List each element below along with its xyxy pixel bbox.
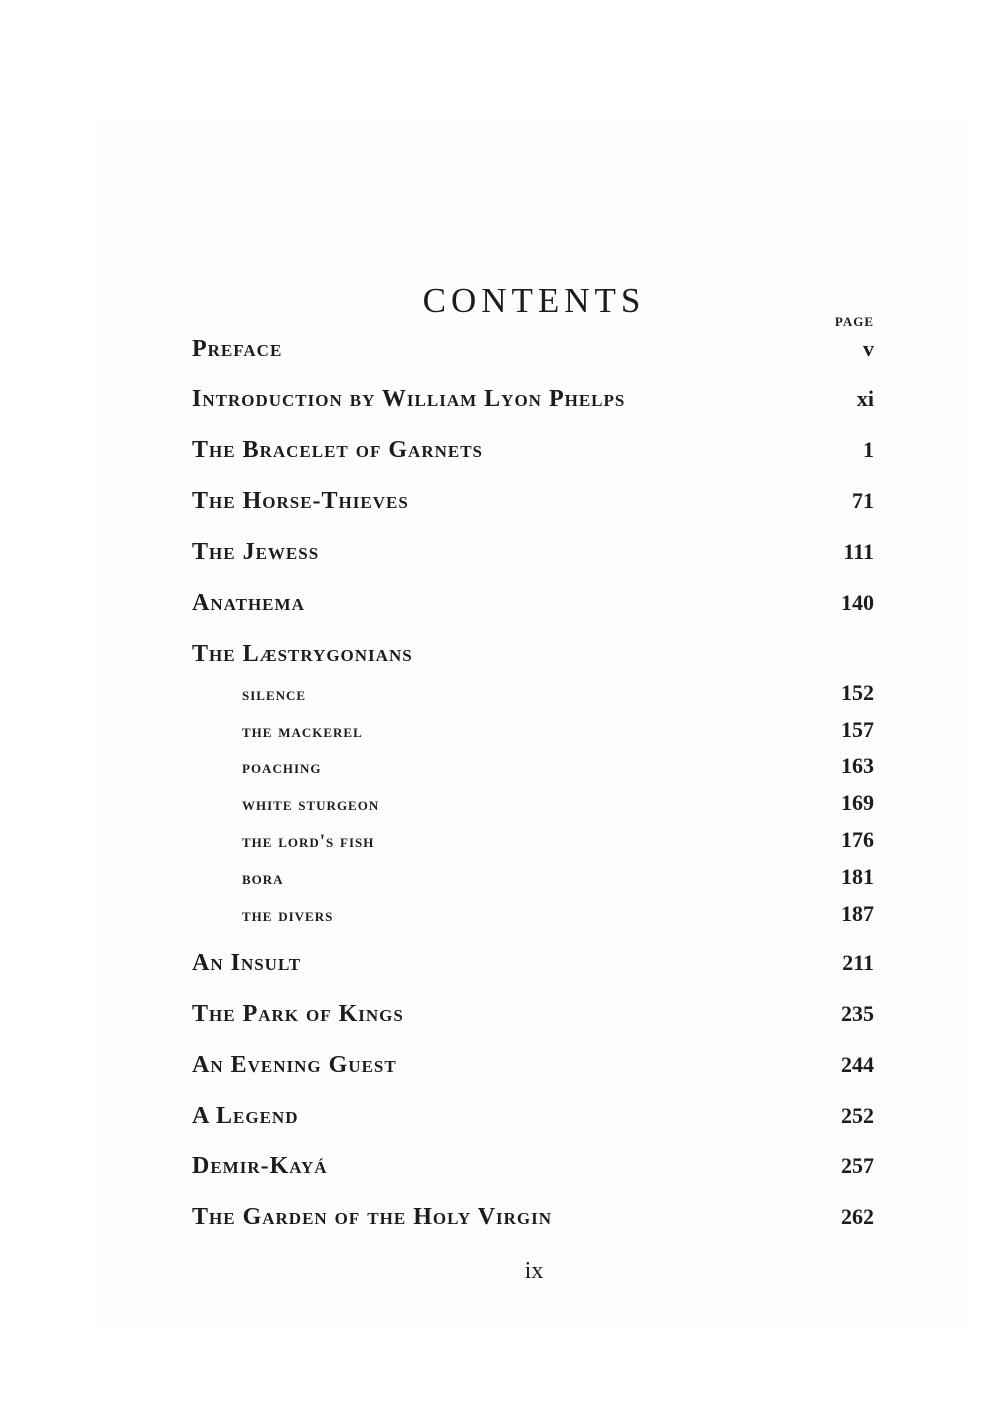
toc-entry-title: the mackerel <box>242 721 363 742</box>
toc-entry-page: 211 <box>842 950 874 975</box>
toc-entry-title: The Læstrygonians <box>192 641 413 667</box>
toc-entry-title: A Legend <box>192 1103 299 1129</box>
toc-entry-anathema <box>192 590 874 617</box>
toc-entry-title: The Park of Kings <box>192 1001 404 1027</box>
toc-subentry-poaching <box>192 753 874 779</box>
toc-entry-page: 257 <box>841 1153 874 1178</box>
toc-entry-title: poaching <box>242 757 322 778</box>
toc-entry-title: The Jewess <box>192 539 320 565</box>
toc-entry-page: 152 <box>841 680 874 705</box>
toc-entry-page: 163 <box>841 753 874 778</box>
toc-entry-title: Anathema <box>192 590 305 616</box>
toc-entry-legend <box>192 1103 874 1130</box>
toc-entry-garden-holy-virgin <box>192 1204 874 1231</box>
toc-entry-title: Introduction by William Lyon Phelps <box>192 386 626 412</box>
toc-entry-page: 169 <box>841 790 874 815</box>
toc-entry-page: 181 <box>841 864 874 889</box>
toc-subentry-bora <box>192 864 874 890</box>
toc-entry-title: silence <box>242 684 307 705</box>
toc-entry-park-of-kings <box>192 1001 874 1028</box>
toc-entry-title: An Insult <box>192 950 302 976</box>
page-title: CONTENTS <box>422 281 646 321</box>
toc-entry-demir-kaya <box>192 1153 874 1180</box>
toc-subentry-silence <box>192 680 874 706</box>
toc-entry-title: Demir-Kayá <box>192 1153 328 1179</box>
page-number: ix <box>524 1258 544 1284</box>
toc-entry-title: The Garden of the Holy Virgin <box>192 1204 553 1230</box>
toc-entry-insult <box>192 950 874 977</box>
toc-entry-page: 262 <box>841 1204 874 1229</box>
toc-entry-page: xi <box>856 386 874 411</box>
toc-subentry-white-sturgeon <box>192 790 874 816</box>
toc-entry-introduction <box>192 386 874 413</box>
toc-entry-page: v <box>863 336 874 361</box>
toc-entry-page: 235 <box>841 1001 874 1026</box>
toc-entry-page: 244 <box>841 1052 874 1077</box>
toc-entry-laestrygonians <box>192 641 874 668</box>
toc-entry-title: Preface <box>192 336 283 362</box>
toc-entry-title: An Evening Guest <box>192 1052 397 1078</box>
toc-entry-jewess <box>192 539 874 566</box>
toc-entry-page: 140 <box>841 590 874 615</box>
toc-entry-page: 71 <box>852 488 874 513</box>
toc-subentry-divers <box>192 901 874 927</box>
toc-entry-bracelet-of-garnets <box>192 437 874 464</box>
toc-subentry-lords-fish <box>192 827 874 853</box>
toc-entry-page: 1 <box>863 437 874 462</box>
toc-entry-title: the divers <box>242 905 334 926</box>
toc-entry-preface <box>192 336 874 363</box>
toc-entry-title: bora <box>242 868 284 889</box>
toc-entry-page: 187 <box>841 901 874 926</box>
toc-entry-page: 111 <box>843 539 874 564</box>
toc-entry-title: The Bracelet of Garnets <box>192 437 484 463</box>
toc-entry-title: the lord's fish <box>242 831 375 852</box>
toc-entry-title: The Horse-Thieves <box>192 488 409 514</box>
toc-entry-horse-thieves <box>192 488 874 515</box>
toc-entry-page: 157 <box>841 717 874 742</box>
toc-entry-page: 176 <box>841 827 874 852</box>
toc-entry-page: 252 <box>841 1103 874 1128</box>
toc-entry-evening-guest <box>192 1052 874 1079</box>
page-column-heading: PAGE <box>834 314 874 329</box>
toc-entry-title: white sturgeon <box>242 794 380 815</box>
toc-subentry-mackerel <box>192 717 874 743</box>
